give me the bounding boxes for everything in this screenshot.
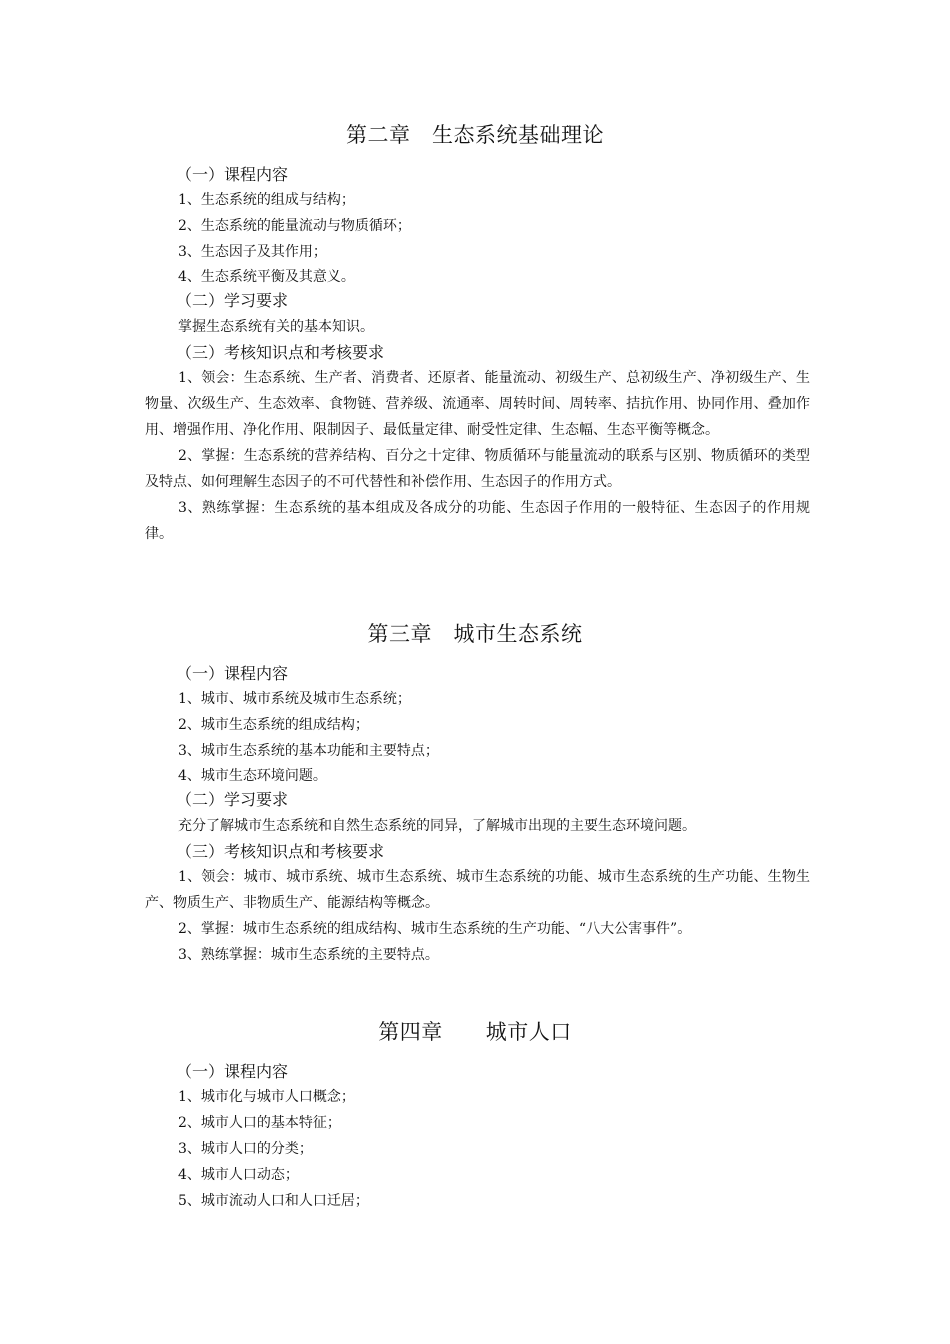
exam-item: 3、熟练掌握：城市生态系统的主要特点。 bbox=[178, 947, 439, 963]
list-item: 4、生态系统平衡及其意义。 bbox=[178, 269, 355, 285]
section-heading-content: （一）课程内容 bbox=[176, 165, 289, 184]
list-item: 1、城市化与城市人口概念； bbox=[178, 1089, 355, 1105]
list-item: 3、城市人口的分类； bbox=[178, 1141, 313, 1157]
list-item: 4、城市生态环境问题。 bbox=[178, 768, 327, 784]
list-item: 2、城市生态系统的组成结构； bbox=[178, 717, 369, 733]
section-heading-study: （二）学习要求 bbox=[176, 790, 289, 809]
chapter-4 bbox=[0, 1018, 950, 1214]
list-item: 3、城市生态系统的基本功能和主要特点； bbox=[178, 743, 439, 759]
exam-item: 3、熟练掌握：生态系统的基本组成及各成分的功能、生态因子作用的一般特征、生态因子的作用规律。 bbox=[145, 500, 810, 542]
exam-item: 1、领会：城市、城市系统、城市生态系统、城市生态系统的功能、城市生态系统的生产功能、生物生产、物质生产、非物质生产、能源结构等概念。 bbox=[145, 869, 810, 911]
list-item: 1、生态系统的组成与结构； bbox=[178, 192, 355, 208]
chapter-title: 第二章 生态系统基础理论 bbox=[346, 123, 604, 147]
chapter-title: 第四章 城市人口 bbox=[378, 1020, 572, 1044]
list-item: 2、城市人口的基本特征； bbox=[178, 1115, 341, 1131]
section-heading-content: （一）课程内容 bbox=[176, 664, 289, 683]
section-heading-content: （一）课程内容 bbox=[176, 1062, 289, 1081]
chapter-3 bbox=[0, 620, 950, 968]
list-item: 3、生态因子及其作用； bbox=[178, 244, 327, 260]
section-heading-exam: （三）考核知识点和考核要求 bbox=[176, 842, 385, 861]
list-item: 5、城市流动人口和人口迁居； bbox=[178, 1193, 369, 1209]
study-text: 充分了解城市生态系统和自然生态系统的同异，了解城市出现的主要生态环境问题。 bbox=[178, 818, 696, 834]
section-heading-exam: （三）考核知识点和考核要求 bbox=[176, 343, 385, 362]
section-heading-study: （二）学习要求 bbox=[176, 291, 289, 310]
list-item: 2、生态系统的能量流动与物质循环； bbox=[178, 218, 411, 234]
list-item: 1、城市、城市系统及城市生态系统； bbox=[178, 691, 411, 707]
exam-item: 2、掌握：城市生态系统的组成结构、城市生态系统的生产功能、“八大公害事件”。 bbox=[178, 921, 692, 937]
chapter-2 bbox=[0, 121, 950, 547]
exam-item: 2、掌握：生态系统的营养结构、百分之十定律、物质循环与能量流动的联系与区别、物质循环的类型及特点、如何理解生态因子的不可代替性和补偿作用、生态因子的作用方式。 bbox=[145, 448, 810, 490]
list-item: 4、城市人口动态； bbox=[178, 1167, 299, 1183]
chapter-title: 第三章 城市生态系统 bbox=[367, 622, 583, 646]
exam-item: 1、领会：生态系统、生产者、消费者、还原者、能量流动、初级生产、总初级生产、净初级生产、生物量、次级生产、生态效率、食物链、营养级、流通率、周转时间、周转率、拮抗作用、协同作用、叠加作用、增强作用、净化作用、限制因子、最低量定律、耐受性定律、生态幅、生态平衡等概念。 bbox=[145, 370, 810, 438]
study-text: 掌握生态系统有关的基本知识。 bbox=[178, 319, 374, 335]
